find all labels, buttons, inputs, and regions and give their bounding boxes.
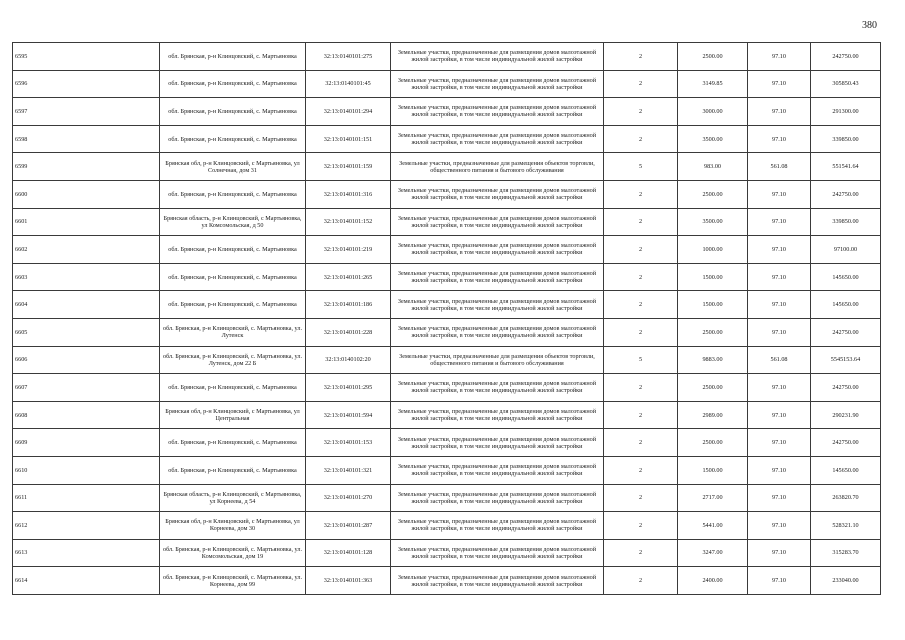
- cadastral-number-cell: 32:13:0140101:287: [306, 512, 391, 540]
- cadastral-number-cell: 32:13:0140101:228: [306, 318, 391, 346]
- table-row: [13, 208, 881, 236]
- cadastral-value-cell: 5545153.64: [811, 346, 881, 374]
- specific-value-cell: 97.10: [748, 484, 811, 512]
- plot-area-cell: 2500.00: [678, 374, 748, 402]
- plot-area-cell: 2500.00: [678, 318, 748, 346]
- table-row: [13, 291, 881, 319]
- permitted-use-cell: Земельные участки, предназначенные для размещения домов малоэтажной жилой застройки, в том числе индивидуальной жилой застройки: [391, 263, 604, 291]
- record-number-cell: 6612: [13, 512, 160, 540]
- plot-address-cell: обл. Брянская, р-н Клинцовский, с. Мартьяновка, ул. Корнеева, дом 99: [160, 567, 306, 595]
- plot-area-cell: 1500.00: [678, 291, 748, 319]
- cadastral-number-cell: 32:13:0140101:265: [306, 263, 391, 291]
- cadastral-number-cell: 32:13:0140101:270: [306, 484, 391, 512]
- cadastral-number-cell: 32:13:0140101:295: [306, 374, 391, 402]
- valuation-group-cell: 2: [604, 512, 678, 540]
- cadastral-value-cell: 97100.00: [811, 236, 881, 264]
- cadastral-value-cell: 315283.70: [811, 539, 881, 567]
- cadastral-value-cell: 242750.00: [811, 180, 881, 208]
- specific-value-cell: 97.10: [748, 401, 811, 429]
- cadastral-value-cell: 528321.10: [811, 512, 881, 540]
- cadastral-value-cell: 145650.00: [811, 263, 881, 291]
- plot-area-cell: 1000.00: [678, 236, 748, 264]
- permitted-use-cell: Земельные участки, предназначенные для размещения домов малоэтажной жилой застройки, в том числе индивидуальной жилой застройки: [391, 318, 604, 346]
- permitted-use-cell: Земельные участки, предназначенные для размещения домов малоэтажной жилой застройки, в том числе индивидуальной жилой застройки: [391, 236, 604, 264]
- specific-value-cell: 97.10: [748, 125, 811, 153]
- plot-address-cell: обл. Брянская, р-н Клинцовский, с. Мартьяновка: [160, 180, 306, 208]
- cadastral-value-cell: 242750.00: [811, 429, 881, 457]
- cadastral-value-cell: 145650.00: [811, 291, 881, 319]
- permitted-use-cell: Земельные участки, предназначенные для размещения домов малоэтажной жилой застройки, в том числе индивидуальной жилой застройки: [391, 98, 604, 126]
- cadastral-number-cell: 32:13:0140102:20: [306, 346, 391, 374]
- cadastral-number-cell: 32:13:0140101:159: [306, 153, 391, 181]
- record-number-cell: 6603: [13, 263, 160, 291]
- record-number-cell: 6596: [13, 70, 160, 98]
- record-number-cell: 6601: [13, 208, 160, 236]
- table-row: [13, 43, 881, 71]
- plot-area-cell: 2400.00: [678, 567, 748, 595]
- table-row: [13, 456, 881, 484]
- record-number-cell: 6598: [13, 125, 160, 153]
- cadastral-value-cell: 305850.43: [811, 70, 881, 98]
- table-row: [13, 539, 881, 567]
- plot-area-cell: 5441.00: [678, 512, 748, 540]
- valuation-group-cell: 2: [604, 43, 678, 71]
- permitted-use-cell: Земельные участки, предназначенные для размещения объектов торговли, общественного питания и бытового обслуживания: [391, 153, 604, 181]
- plot-address-cell: обл. Брянская, р-н Клинцовский, с. Мартьяновка: [160, 236, 306, 264]
- record-number-cell: 6614: [13, 567, 160, 595]
- cadastral-value-cell: 339850.00: [811, 125, 881, 153]
- plot-area-cell: 3149.85: [678, 70, 748, 98]
- permitted-use-cell: Земельные участки, предназначенные для размещения домов малоэтажной жилой застройки, в том числе индивидуальной жилой застройки: [391, 374, 604, 402]
- plot-address-cell: обл. Брянская, р-н Клинцовский, с. Мартьяновка: [160, 98, 306, 126]
- permitted-use-cell: Земельные участки, предназначенные для размещения домов малоэтажной жилой застройки, в том числе индивидуальной жилой застройки: [391, 70, 604, 98]
- valuation-group-cell: 2: [604, 263, 678, 291]
- cadastral-number-cell: 32:13:0140101:363: [306, 567, 391, 595]
- table-row: [13, 512, 881, 540]
- specific-value-cell: 97.10: [748, 263, 811, 291]
- record-number-cell: 6602: [13, 236, 160, 264]
- record-number-cell: 6609: [13, 429, 160, 457]
- record-number-cell: 6605: [13, 318, 160, 346]
- record-number-cell: 6608: [13, 401, 160, 429]
- cadastral-value-cell: 290231.90: [811, 401, 881, 429]
- cadastral-value-cell: 263820.70: [811, 484, 881, 512]
- cadastral-number-cell: 32:13:0140101:151: [306, 125, 391, 153]
- table-row: [13, 180, 881, 208]
- table-row: [13, 236, 881, 264]
- record-number-cell: 6597: [13, 98, 160, 126]
- table-row: [13, 484, 881, 512]
- plot-area-cell: 983.00: [678, 153, 748, 181]
- plot-address-cell: Брянская область, р-н Клинцовский, с Мартьяновка, ул Комсомольская, д 50: [160, 208, 306, 236]
- valuation-group-cell: 2: [604, 236, 678, 264]
- page-number: 380: [862, 20, 877, 31]
- plot-address-cell: обл. Брянская, р-н Клинцовский, с. Мартьяновка: [160, 125, 306, 153]
- specific-value-cell: 97.10: [748, 208, 811, 236]
- cadastral-number-cell: 32:13:0140101:275: [306, 43, 391, 71]
- plot-area-cell: 1500.00: [678, 456, 748, 484]
- valuation-group-cell: 2: [604, 125, 678, 153]
- permitted-use-cell: Земельные участки, предназначенные для размещения домов малоэтажной жилой застройки, в том числе индивидуальной жилой застройки: [391, 43, 604, 71]
- specific-value-cell: 97.10: [748, 539, 811, 567]
- plot-address-cell: обл. Брянская, р-н Клинцовский, с. Мартьяновка: [160, 70, 306, 98]
- plot-address-cell: обл. Брянская, р-н Клинцовский, с. Мартьяновка, ул. Лутенск: [160, 318, 306, 346]
- specific-value-cell: 97.10: [748, 456, 811, 484]
- valuation-group-cell: 2: [604, 70, 678, 98]
- valuation-group-cell: 2: [604, 374, 678, 402]
- plot-address-cell: обл. Брянская, р-н Клинцовский, с. Мартьяновка, ул. Лутенск, дом 22 Б: [160, 346, 306, 374]
- cadastral-number-cell: 32:13:0140101:321: [306, 456, 391, 484]
- cadastral-number-cell: 32:13:0140101:186: [306, 291, 391, 319]
- record-number-cell: 6607: [13, 374, 160, 402]
- permitted-use-cell: Земельные участки, предназначенные для размещения домов малоэтажной жилой застройки, в том числе индивидуальной жилой застройки: [391, 484, 604, 512]
- valuation-group-cell: 2: [604, 401, 678, 429]
- specific-value-cell: 561.08: [748, 153, 811, 181]
- plot-address-cell: обл. Брянская, р-н Клинцовский, с. Мартьяновка: [160, 374, 306, 402]
- valuation-group-cell: 5: [604, 153, 678, 181]
- permitted-use-cell: Земельные участки, предназначенные для размещения объектов торговли, общественного питания и бытового обслуживания: [391, 346, 604, 374]
- cadastral-value-cell: 551541.64: [811, 153, 881, 181]
- valuation-group-cell: 5: [604, 346, 678, 374]
- record-number-cell: 6610: [13, 456, 160, 484]
- table-row: [13, 401, 881, 429]
- cadastral-number-cell: 32:13:0140101:594: [306, 401, 391, 429]
- specific-value-cell: 97.10: [748, 180, 811, 208]
- record-number-cell: 6600: [13, 180, 160, 208]
- valuation-group-cell: 2: [604, 456, 678, 484]
- permitted-use-cell: Земельные участки, предназначенные для размещения домов малоэтажной жилой застройки, в том числе индивидуальной жилой застройки: [391, 401, 604, 429]
- valuation-group-cell: 2: [604, 291, 678, 319]
- record-number-cell: 6606: [13, 346, 160, 374]
- plot-area-cell: 2500.00: [678, 429, 748, 457]
- table-row: [13, 263, 881, 291]
- permitted-use-cell: Земельные участки, предназначенные для размещения домов малоэтажной жилой застройки, в том числе индивидуальной жилой застройки: [391, 291, 604, 319]
- permitted-use-cell: Земельные участки, предназначенные для размещения домов малоэтажной жилой застройки, в том числе индивидуальной жилой застройки: [391, 429, 604, 457]
- plot-area-cell: 3000.00: [678, 98, 748, 126]
- cadastral-number-cell: 32:13:0140101:152: [306, 208, 391, 236]
- specific-value-cell: 97.10: [748, 291, 811, 319]
- valuation-group-cell: 2: [604, 484, 678, 512]
- cadastral-number-cell: 32:13:0140101:45: [306, 70, 391, 98]
- specific-value-cell: 97.10: [748, 98, 811, 126]
- cadastral-number-cell: 32:13:0140101:219: [306, 236, 391, 264]
- plot-address-cell: Брянская область, р-н Клинцовский, с Мартьяновка, ул Корнеева, д 54: [160, 484, 306, 512]
- cadastral-value-cell: 145650.00: [811, 456, 881, 484]
- plot-address-cell: Брянская обл, р-н Клинцовский, с Мартьяновка, ул Корнеева, дом 30: [160, 512, 306, 540]
- record-number-cell: 6611: [13, 484, 160, 512]
- plot-area-cell: 2717.00: [678, 484, 748, 512]
- valuation-group-cell: 2: [604, 180, 678, 208]
- plot-area-cell: 1500.00: [678, 263, 748, 291]
- plot-area-cell: 3500.00: [678, 208, 748, 236]
- cadastral-number-cell: 32:13:0140101:153: [306, 429, 391, 457]
- valuation-group-cell: 2: [604, 567, 678, 595]
- specific-value-cell: 97.10: [748, 429, 811, 457]
- cadastral-number-cell: 32:13:0140101:294: [306, 98, 391, 126]
- specific-value-cell: 97.10: [748, 43, 811, 71]
- cadastral-value-cell: 242750.00: [811, 318, 881, 346]
- plot-area-cell: 2500.00: [678, 43, 748, 71]
- plot-area-cell: 2500.00: [678, 180, 748, 208]
- permitted-use-cell: Земельные участки, предназначенные для размещения домов малоэтажной жилой застройки, в том числе индивидуальной жилой застройки: [391, 539, 604, 567]
- permitted-use-cell: Земельные участки, предназначенные для размещения домов малоэтажной жилой застройки, в том числе индивидуальной жилой застройки: [391, 456, 604, 484]
- cadastral-number-cell: 32:13:0140101:128: [306, 539, 391, 567]
- plot-address-cell: Брянская обл, р-н Клинцовский, с Мартьяновка, ул Центральная: [160, 401, 306, 429]
- record-number-cell: 6599: [13, 153, 160, 181]
- table-row: [13, 374, 881, 402]
- record-number-cell: 6604: [13, 291, 160, 319]
- land-plot-registry-table: [12, 42, 881, 595]
- cadastral-value-cell: 242750.00: [811, 374, 881, 402]
- cadastral-value-cell: 233040.00: [811, 567, 881, 595]
- record-number-cell: 6613: [13, 539, 160, 567]
- valuation-group-cell: 2: [604, 429, 678, 457]
- cadastral-value-cell: 242750.00: [811, 43, 881, 71]
- plot-address-cell: Брянская обл, р-н Клинцовский, с Мартьяновка, ул Солнечная, дом 31: [160, 153, 306, 181]
- registry-body: [13, 43, 881, 595]
- table-row: [13, 567, 881, 595]
- plot-area-cell: 3247.00: [678, 539, 748, 567]
- plot-area-cell: 3500.00: [678, 125, 748, 153]
- valuation-group-cell: 2: [604, 318, 678, 346]
- plot-address-cell: обл. Брянская, р-н Клинцовский, с. Мартьяновка, ул. Комсомольская, дом 19: [160, 539, 306, 567]
- specific-value-cell: 97.10: [748, 70, 811, 98]
- permitted-use-cell: Земельные участки, предназначенные для размещения домов малоэтажной жилой застройки, в том числе индивидуальной жилой застройки: [391, 512, 604, 540]
- table-row: [13, 98, 881, 126]
- cadastral-value-cell: 339850.00: [811, 208, 881, 236]
- permitted-use-cell: Земельные участки, предназначенные для размещения домов малоэтажной жилой застройки, в том числе индивидуальной жилой застройки: [391, 180, 604, 208]
- plot-area-cell: 9883.00: [678, 346, 748, 374]
- specific-value-cell: 97.10: [748, 236, 811, 264]
- cadastral-value-cell: 291300.00: [811, 98, 881, 126]
- plot-address-cell: обл. Брянская, р-н Клинцовский, с. Мартьяновка: [160, 43, 306, 71]
- specific-value-cell: 97.10: [748, 318, 811, 346]
- table-row: [13, 318, 881, 346]
- table-row: [13, 429, 881, 457]
- plot-address-cell: обл. Брянская, р-н Клинцовский, с. Мартьяновка: [160, 263, 306, 291]
- specific-value-cell: 97.10: [748, 512, 811, 540]
- plot-address-cell: обл. Брянская, р-н Клинцовский, с. Мартьяновка: [160, 291, 306, 319]
- plot-area-cell: 2989.00: [678, 401, 748, 429]
- record-number-cell: 6595: [13, 43, 160, 71]
- valuation-group-cell: 2: [604, 539, 678, 567]
- valuation-group-cell: 2: [604, 98, 678, 126]
- specific-value-cell: 561.08: [748, 346, 811, 374]
- cadastral-number-cell: 32:13:0140101:316: [306, 180, 391, 208]
- specific-value-cell: 97.10: [748, 374, 811, 402]
- table-row: [13, 70, 881, 98]
- specific-value-cell: 97.10: [748, 567, 811, 595]
- table-row: [13, 125, 881, 153]
- plot-address-cell: обл. Брянская, р-н Клинцовский, с. Мартьяновка: [160, 429, 306, 457]
- permitted-use-cell: Земельные участки, предназначенные для размещения домов малоэтажной жилой застройки, в том числе индивидуальной жилой застройки: [391, 208, 604, 236]
- permitted-use-cell: Земельные участки, предназначенные для размещения домов малоэтажной жилой застройки, в том числе индивидуальной жилой застройки: [391, 567, 604, 595]
- table-row: [13, 346, 881, 374]
- valuation-group-cell: 2: [604, 208, 678, 236]
- plot-address-cell: обл. Брянская, р-н Клинцовский, с. Мартьяновка: [160, 456, 306, 484]
- permitted-use-cell: Земельные участки, предназначенные для размещения домов малоэтажной жилой застройки, в том числе индивидуальной жилой застройки: [391, 125, 604, 153]
- table-row: [13, 153, 881, 181]
